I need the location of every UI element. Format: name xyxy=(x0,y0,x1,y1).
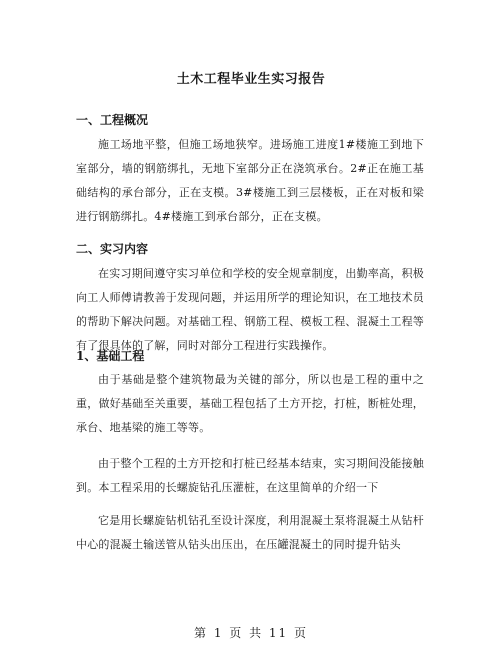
paragraph-content: 在实习期间遵守实习单位和学校的安全规章制度，出勤率高，积极向工人师傅请教善于发现问题，并运用所学的理论知识，在工地技术员的帮助下解决问题。对基础工程、钢筋工程、模板工程、混凝土工程等有了很具体的了解，同时对部分工程进行实践操作。 xyxy=(76,267,424,352)
paragraph-overview: 施工场地平整，但施工场地狭窄。进场施工进度1#楼施工到地下室部分，墙的钢筋绑扎，无地下室部分正在浇筑承台。2#正在施工基础结构的承台部分，正在支模。3#楼施工到三层楼板，正在对板和梁进行钢筋绑扎。4#楼施工到承台部分，正在支模。 xyxy=(76,138,424,223)
page-title: 土木工程毕业生实习报告 xyxy=(176,72,326,87)
paragraph-foundation-2: 由于整个工程的土方开挖和打桩已经基本结束，实习期间没能接触到。本工程采用的长螺旋钻孔压灌桩，在这里简单的介绍一下 xyxy=(76,457,424,494)
section-heading-foundation: 1、基础工程 xyxy=(76,349,145,363)
section-heading-overview: 一、工程概况 xyxy=(76,113,149,127)
paragraph-foundation-1: 由于基础是整个建筑物最为关键的部分，所以也是工程的重中之重，做好基础至关重要，基础工程包括了土方开挖，打桩，断桩处理，承台、地基梁的施工等等。 xyxy=(76,373,424,434)
paragraph-foundation-3: 它是用长螺旋钻机钻孔至设计深度，利用混凝土泵将混凝土从钻杆中心的混凝土输送管从钻头出压出，在压罐混凝土的同时提升钻头 xyxy=(76,514,424,551)
section-heading-content: 二、实习内容 xyxy=(76,242,149,256)
page-number-footer: 第 1 页 共 11 页 xyxy=(194,626,308,640)
